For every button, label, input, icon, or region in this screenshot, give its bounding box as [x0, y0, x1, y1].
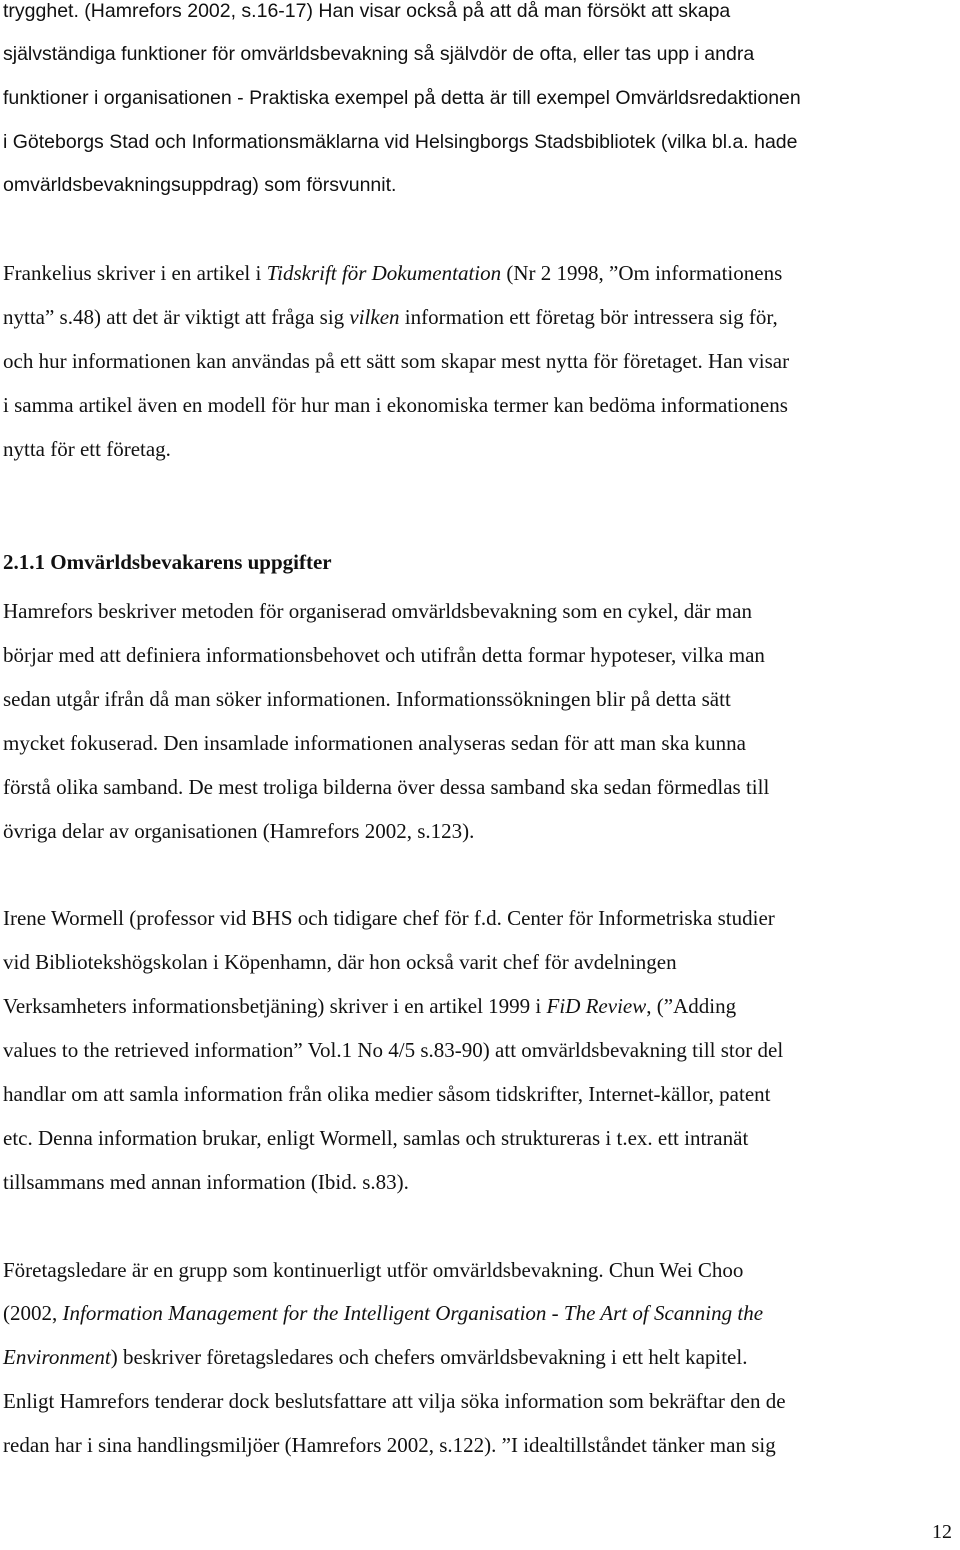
text-run: (Nr 2 1998, ”Om informationens — [501, 261, 783, 285]
paragraph-3-line: förstå olika samband. De mest troliga bilderna över dessa samband ska sedan förmedlas till — [3, 775, 770, 799]
paragraph-4-line: etc. Denna information brukar, enligt Wormell, samlas och struktureras i t.ex. ett intranät — [3, 1126, 749, 1150]
paragraph-4-line: Irene Wormell (professor vid BHS och tidigare chef för f.d. Center för Informetriska studier — [3, 906, 775, 930]
paragraph-1-line: omvärldsbevakningsuppdrag) som försvunnit. — [3, 174, 397, 196]
paragraph-1-line: funktioner i organisationen - Praktiska exempel på detta är till exempel Omvärldsredaktionen — [3, 87, 801, 109]
emphasis: vilken — [349, 305, 400, 329]
paragraph-4-line: vid Bibliotekshögskolan i Köpenhamn, där hon också varit chef för avdelningen — [3, 950, 677, 974]
paragraph-3-line: mycket fokuserad. Den insamlade informationen analyseras sedan för att man ska kunna — [3, 731, 746, 755]
text-run: Frankelius skriver i en artikel i — [3, 261, 267, 285]
text-run: nytta” s.48) att det är viktigt att fråga sig — [3, 305, 350, 329]
book-title: Environment — [3, 1345, 111, 1369]
page-number: 12 — [932, 1521, 952, 1543]
paragraph-2-line — [3, 303, 778, 331]
paragraph-3-line: sedan utgår ifrån då man söker informationen. Informationssökningen blir på detta sätt — [3, 687, 731, 711]
paragraph-4-line: handlar om att samla information från olika medier såsom tidskrifter, Internet-källor, patent — [3, 1082, 771, 1106]
paragraph-4-line: values to the retrieved information” Vol.1 No 4/5 s.83-90) att omvärldsbevakning till stor del — [3, 1038, 784, 1062]
paragraph-5-line: redan har i sina handlingsmiljöer (Hamrefors 2002, s.122). ”I idealtillståndet tänker man sig — [3, 1433, 776, 1457]
journal-title: Tidskrift för Dokumentation — [266, 261, 502, 285]
paragraph-5-line — [3, 1299, 763, 1327]
paragraph-5-line: Företagsledare är en grupp som kontinuerligt utför omvärldsbevakning. Chun Wei Choo — [3, 1258, 744, 1282]
paragraph-1-line: självständiga funktioner för omvärldsbevakning så självdör de ofta, eller tas upp i andra — [3, 43, 755, 65]
book-title: Information Management for the Intelligent Organisation - The Art of Scanning the — [62, 1301, 764, 1325]
text-run: (2002, — [3, 1301, 63, 1325]
paragraph-1-line: i Göteborgs Stad och Informationsmäklarna vid Helsingborgs Stadsbibliotek (vilka bl.a. hade — [3, 131, 798, 153]
paragraph-2-line: i samma artikel även en modell för hur man i ekonomiska termer kan bedöma informationens — [3, 393, 788, 417]
paragraph-1-line: trygghet. (Hamrefors 2002, s.16-17) Han visar också på att då man försökt att skapa — [3, 0, 731, 22]
text-run: Verksamheters informationsbetjäning) skriver i en artikel 1999 i — [3, 994, 547, 1018]
paragraph-4-line: tillsammans med annan information (Ibid. s.83). — [3, 1170, 409, 1194]
paragraph-5-line: Enligt Hamrefors tenderar dock beslutsfattare att vilja söka information som bekräftar den de — [3, 1389, 786, 1413]
paragraph-4-line — [3, 992, 736, 1020]
paragraph-3-line: övriga delar av organisationen (Hamrefors 2002, s.123). — [3, 819, 475, 843]
text-run: ) beskriver företagsledares och chefers omvärldsbevakning i ett helt kapitel. — [110, 1345, 748, 1369]
journal-title: FiD Review — [546, 994, 647, 1018]
paragraph-2-line: nytta för ett företag. — [3, 437, 171, 461]
paragraph-2-line — [3, 259, 782, 287]
paragraph-3-line: börjar med att definiera informationsbehovet och utifrån detta formar hypoteser, vilka man — [3, 643, 765, 667]
paragraph-3-line: Hamrefors beskriver metoden för organiserad omvärldsbevakning som en cykel, där man — [3, 599, 752, 623]
paragraph-2-line: och hur informationen kan användas på ett sätt som skapar mest nytta för företaget. Han visar — [3, 349, 790, 373]
section-heading: 2.1.1 Omvärldsbevakarens uppgifter — [3, 550, 332, 574]
text-run: , (”Adding — [646, 994, 737, 1018]
text-run: information ett företag bör intressera sig för, — [399, 305, 778, 329]
paragraph-5-line — [3, 1343, 747, 1371]
